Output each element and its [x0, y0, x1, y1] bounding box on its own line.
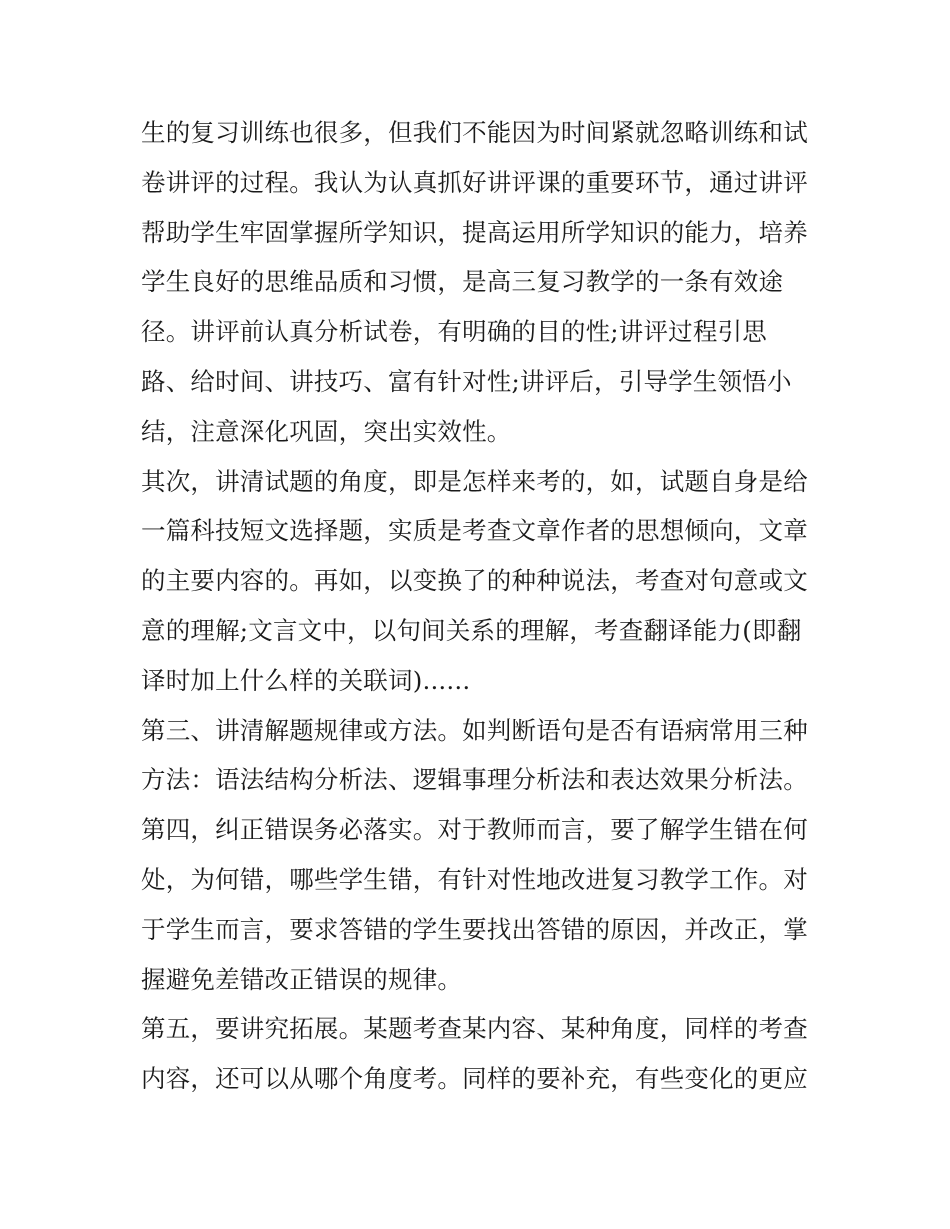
text-line-6: 路、给时间、讲技巧、富有针对性;讲评后，引导学生领悟小	[141, 366, 792, 396]
text-line-14: 方法：语法结构分析法、逻辑事理分析法和表达效果分析法。	[141, 765, 808, 795]
document-body-text	[141, 108, 821, 1104]
text-line-5: 径。讲评前认真分析试卷，有明确的目的性;讲评过程引思	[141, 317, 767, 347]
text-line-13: 第三、讲清解题规律或方法。如判断语句是否有语病常用三种	[141, 715, 808, 745]
text-line-18: 握避免差错改正错误的规律。	[141, 964, 463, 994]
text-line-17: 于学生而言，要求答错的学生要找出答错的原因，并改正，掌	[141, 914, 808, 944]
text-line-2: 卷讲评的过程。我认为认真抓好讲评课的重要环节，通过讲评	[141, 167, 808, 197]
text-line-7: 结，注意深化巩固，突出实效性。	[141, 416, 512, 446]
text-line-15: 第四，纠正错误务必落实。对于教师而言，要了解学生错在何	[141, 815, 808, 845]
text-line-10: 的主要内容的。再如，以变换了的种种说法，考查对句意或文	[141, 566, 808, 596]
text-line-16: 处，为何错，哪些学生错，有针对性地改进复习教学工作。对	[141, 864, 808, 894]
text-line-19: 第五，要讲究拓展。某题考查某内容、某种角度，同样的考查	[141, 1014, 808, 1044]
text-line-4: 学生良好的思维品质和习惯，是高三复习教学的一条有效途	[141, 267, 784, 297]
text-line-20: 内容，还可以从哪个角度考。同样的要补充，有些变化的更应	[141, 1064, 808, 1094]
text-line-12: 译时加上什么样的关联词)......	[141, 665, 471, 695]
text-line-8: 其次，讲清试题的角度，即是怎样来考的，如，试题自身是给	[141, 466, 808, 496]
text-line-11: 意的理解;文言文中，以句间关系的理解，考查翻译能力(即翻	[141, 615, 802, 645]
text-line-9: 一篇科技短文选择题，实质是考查文章作者的思想倾向，文章	[141, 516, 808, 546]
text-line-1: 生的复习训练也很多，但我们不能因为时间紧就忽略训练和试	[141, 118, 808, 147]
text-line-3: 帮助学生牢固掌握所学知识，提高运用所学知识的能力，培养	[141, 217, 808, 247]
